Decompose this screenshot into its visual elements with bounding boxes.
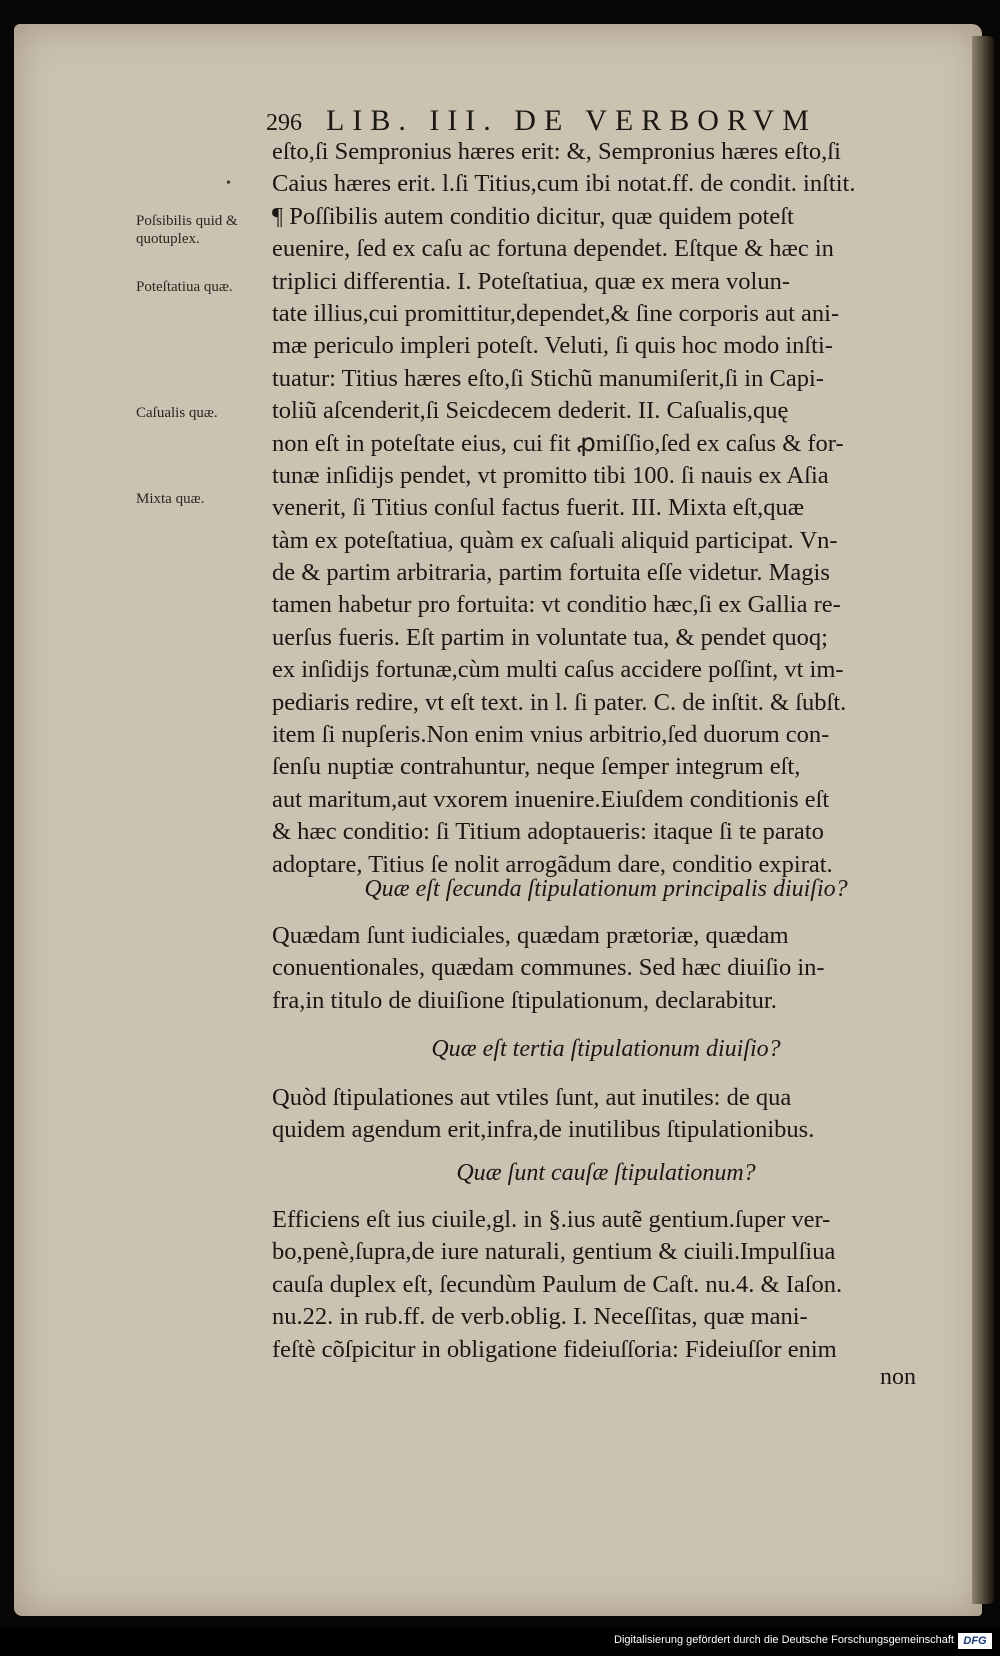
- text-line: Efficiens eſt ius ciuile,gl. in §.ius autẽ gentium.ſuper ver-: [272, 1206, 831, 1233]
- text-line: tàm ex poteſtatiua, quàm ex caſuali aliquid participat. Vn-: [272, 526, 838, 554]
- text-line: triplici differentia. I. Poteſtatiua, quæ ex mera volun-: [272, 267, 790, 295]
- text-line: bo,penè,ſupra,de iure naturali, gentium & ciuili.Impulſiua: [272, 1238, 836, 1266]
- text-line: de & partim arbitraria, partim fortuita eſſe videtur. Magis: [272, 559, 830, 587]
- margin-note-casualis: Caſualis quæ.: [136, 405, 218, 421]
- question-causae: Quæ ſunt cauſæ ſtipulationum?: [456, 1160, 756, 1186]
- text-line: Caius hæres erit. l.ſi Titius,cum ibi notat.ff. de condit. inſtit.: [272, 170, 856, 198]
- text-line: quidem agendum erit,infra,de inutilibus ſtipulationibus.: [272, 1116, 815, 1144]
- catchword: non: [880, 1364, 916, 1390]
- paragraph-tertia-diuisio: [272, 1082, 940, 1147]
- text-line: mæ periculo impleri poteſt. Veluti, ſi quis hoc modo inſti-: [272, 332, 833, 360]
- text-line: adoptare, Titius ſe nolit arrogãdum dare, conditio expirat.: [272, 850, 833, 878]
- page-number: 296: [266, 110, 302, 136]
- text-line: venerit, ſi Titius conſul factus fuerit. III. Mixta eſt,quæ: [272, 494, 805, 522]
- text-line: uerſus fueris. Eſt partim in voluntate tua, & pendet quoq;: [272, 623, 828, 651]
- text-line: tamen habetur pro fortuita: vt conditio hæc,ſi ex Gallia re-: [272, 591, 841, 619]
- text-line: nu.22. in rub.ff. de verb.oblig. I. Neceſſitas, quæ mani-: [272, 1303, 808, 1331]
- text-line: tunæ inſidijs pendet, vt promitto tibi 100. ſi nauis ex Aſia: [272, 461, 829, 489]
- text-line: fra,in titulo de diuiſione ſtipulationum, declarabitur.: [272, 986, 777, 1014]
- page-edge: [972, 36, 994, 1604]
- text-line: Quòd ſtipulationes aut vtiles ſunt, aut inutiles: de qua: [272, 1084, 792, 1111]
- text-line: Quædam ſunt iudiciales, quædam prætoriæ, quædam: [272, 922, 789, 949]
- text-line: & hæc conditio: ſi Titium adoptaueris: itaque ſi te parato: [272, 818, 824, 846]
- text-line: aut maritum,aut vxorem inuenire.Eiuſdem conditionis eſt: [272, 785, 830, 813]
- dfg-logo: DFG: [958, 1633, 992, 1649]
- question-tertia-diuisio: Quæ eſt tertia ſtipulationum diuiſio?: [431, 1036, 781, 1062]
- margin-note-mixta: Mixta quæ.: [136, 491, 205, 507]
- text-line: conuentionales, quædam communes. Sed hæc diuiſio in-: [272, 954, 825, 982]
- text-line: non eſt in poteſtate eius, cui fit ꝓmiſſio,ſed ex caſus & for-: [272, 429, 844, 457]
- text-line: pediaris redire, vt eſt text. in l. ſi pater. C. de inſtit. & ſubſt.: [272, 688, 847, 716]
- footer-bar: [0, 1628, 1000, 1656]
- footer-credit: Digitalisierung gefördert durch die Deutsche Forschungsgemeinschaft: [614, 1634, 954, 1646]
- text-line: tuatur: Titius hæres eſto,ſi Stichũ manumiſerit,ſi in Capi-: [272, 364, 824, 392]
- text-line: euenire, ſed ex caſu ac fortuna dependet. Eſtque & hæc in: [272, 235, 834, 263]
- running-header: [266, 104, 876, 140]
- text-line: ſenſu nuptiæ contrahuntur, neque ſemper integrum eſt,: [272, 753, 801, 781]
- paragraph-causae: [272, 1204, 940, 1366]
- text-line: item ſi nupſeris.Non enim vnius arbitrio,ſed duorum con-: [272, 721, 830, 749]
- text-line: feſtè cõſpicitur in obligatione fideiuſſoria: Fideiuſſor enim: [272, 1335, 837, 1363]
- text-line: cauſa duplex eſt, ſecundùm Paulum de Caſt. nu.4. & Iaſon.: [272, 1270, 843, 1298]
- running-title: LIB. III. DE VERBORVM: [326, 104, 817, 137]
- text-line: toliũ aſcenderit,ſi Seicdecem dederit. II. Caſualis,quę: [272, 397, 789, 425]
- text-line: eſto,ſi Sempronius hæres erit: &, Sempronius hæres eſto,ſi: [272, 138, 841, 165]
- text-line: tate illius,cui promittitur,dependet,& ſine corporis aut ani-: [272, 299, 840, 327]
- margin-mark: •: [226, 176, 231, 191]
- margin-note-possibilis: Poſsibilis quid & quotuplex.: [136, 213, 238, 247]
- margin-note-potestatiua: Poteſtatiua quæ.: [136, 279, 233, 295]
- question-secunda-diuisio: Quæ eſt ſecunda ſtipulationum principalis diuiſio?: [364, 876, 848, 902]
- paragraph-conditions: [272, 136, 940, 881]
- paragraph-secunda-diuisio: [272, 920, 940, 1017]
- text-line: ex inſidijs fortunæ,cùm multi caſus accidere poſſint, vt im-: [272, 656, 844, 684]
- text-line: ¶ Poſſibilis autem conditio dicitur, quæ quidem poteſt: [272, 202, 794, 230]
